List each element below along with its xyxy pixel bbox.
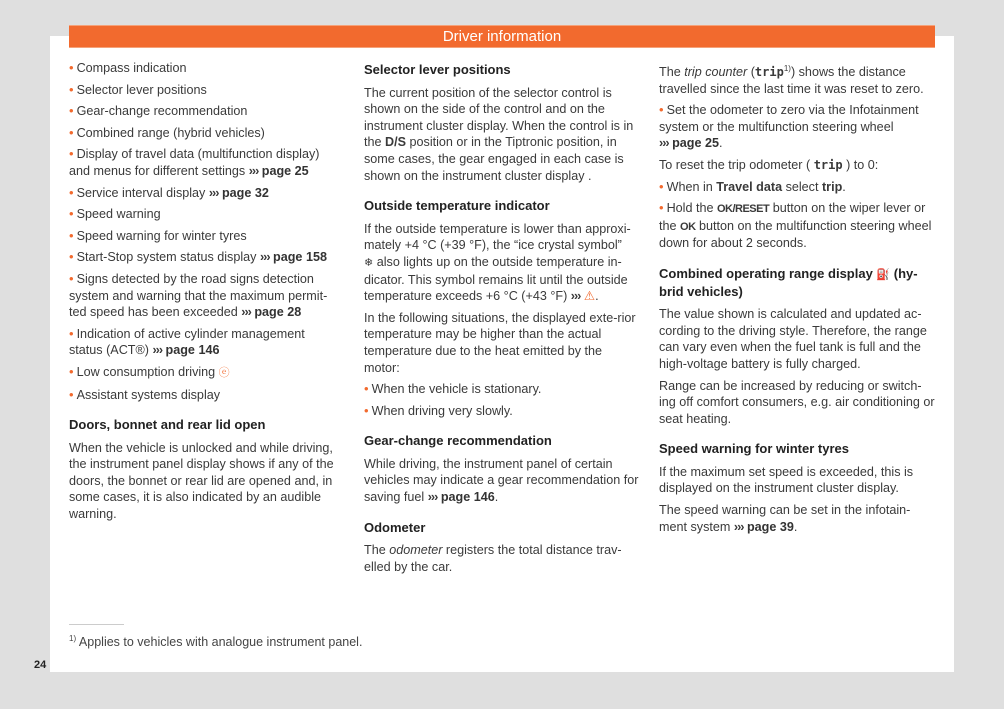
column-2 (364, 60, 639, 580)
winter-text-1: If the maximum set speed is exceeded, this is displayed on the instrument cluster display. (659, 464, 914, 496)
list-item: • Display of travel data (multifunction display) and menus for different settings ››› page 25 (69, 146, 341, 179)
heading-doors: Doors, bonnet and rear lid open (69, 417, 266, 433)
link-arrows[interactable]: ››› (570, 289, 581, 304)
list-item: • Compass indication (69, 60, 341, 77)
range-text-2: Range can be increased by reducing or switch-ing off comfort consumers, e.g. air conditioning or seat heating. (659, 378, 935, 426)
link-arrows: ››› (259, 250, 270, 265)
list-item: • Selector lever positions (69, 82, 341, 99)
feature-list (69, 60, 341, 403)
list-item: • Indication of active cylinder management status (ACT®) ››› page 146 (69, 326, 341, 359)
temperature-note: In the following situations, the displayed exte-rior temperature may be higher than the actual temperature due to the heat emitted by the motor: (364, 310, 636, 375)
page-ref-link[interactable]: page 32 (221, 185, 269, 200)
link-arrows: ››› (152, 343, 163, 358)
section-title: Driver information (442, 28, 562, 45)
list-item: • Signs detected by the road signs detection system and warning that the maximum permit-ted speed has been exceeded ››› page 28 (69, 271, 341, 321)
trip-text: The trip counter (trip$^{1)}$) shows the distance travelled since the last time it was reset to zero. (659, 63, 924, 96)
list-item: • Speed warning for winter tyres (69, 228, 341, 245)
list-item: • When driving very slowly. (364, 403, 639, 420)
gear-text: While driving, the instrument panel of certain vehicles may indicate a gear recommendation for saving fuel ››› page 146. (364, 456, 639, 505)
heading-temperature: Outside temperature indicator (364, 198, 550, 214)
ice-crystal-icon: ❄ (364, 256, 374, 269)
heading-gear-change: Gear-change recommendation (364, 433, 552, 449)
footnote-divider (69, 624, 124, 625)
list-item: • When in Travel data select trip. (659, 179, 936, 196)
link-arrows: ››› (248, 163, 259, 178)
list-item: • Combined range (hybrid vehicles) (69, 125, 341, 142)
heading-selector: Selector lever positions (364, 62, 511, 77)
page-ref-link[interactable]: page 25 (261, 163, 309, 178)
page-ref-link[interactable]: page 158 (273, 250, 327, 265)
list-item: • When the vehicle is stationary. (364, 381, 639, 398)
list-item: • Gear-change recommendation (69, 103, 341, 120)
page-ref-link[interactable]: page 39 (746, 519, 794, 534)
fuel-battery-icon: ⛽ (876, 268, 891, 281)
temperature-text: If the outside temperature is lower than approxi-mately +4 °C (+39 °F), the “ice crystal symbol” ❄ also lights up on the outside temperature in-dicator. This symbol remains lit until the outside temperature exceeds +6 °C (+43 °F) ››› ⚠. (364, 221, 631, 304)
page-ref-link[interactable]: page 28 (254, 305, 302, 320)
page-ref-link[interactable]: page 146 (440, 490, 495, 505)
page-number: 24 (34, 659, 47, 671)
column-1 (69, 60, 341, 528)
eco-icon: ⓔ (218, 366, 230, 379)
ok-reset-button-label: OK/RESET (716, 203, 770, 216)
selector-text: The current position of the selector control is shown on the side of the control and on the instrument cluster display. When the control is in the D/S position or in the Tiptronic position, in some cases, the gear engaged in each case is shown on the instrument cluster display . (364, 85, 634, 183)
page-ref-link[interactable]: page 25 (672, 136, 719, 151)
list-item: • Speed warning (69, 206, 341, 223)
column-3 (659, 60, 936, 540)
list-item: • Set the odometer to zero via the Infotainment system or the multifunction steering wheel ››› page 25. (659, 102, 936, 152)
heading-odometer: Odometer (364, 519, 426, 535)
section-header (69, 25, 935, 48)
list-item: • Start-Stop system status display ››› page 158 (69, 249, 341, 266)
list-item: • Low consumption driving ⓔ (69, 364, 341, 382)
heading-combined-range: Combined operating range display ⛽ (hy-brid vehicles) (659, 265, 918, 299)
link-arrows: ››› (241, 305, 251, 320)
winter-text-2: The speed warning can be set in the infotain-ment system ››› page 39. (659, 503, 911, 534)
footnote: $^{1)}$ Applies to vehicles with analogue instrument panel. (69, 633, 363, 649)
page-ref-link[interactable]: page 146 (165, 343, 220, 358)
list-item: • Hold the OK/RESET button on the wiper lever or the OK button on the multifunction steering wheel down for about 2 seconds. (659, 200, 936, 252)
list-item: • Assistant systems display (69, 387, 341, 404)
heading-winter-tyres: Speed warning for winter tyres (659, 441, 849, 457)
odometer-text: The odometer registers the total distance trav-elled by the car. (364, 543, 622, 574)
reset-text: To reset the trip odometer ( trip ) to 0: (659, 157, 879, 172)
link-arrows: ››› (208, 185, 219, 200)
ok-button-label: OK (680, 220, 696, 233)
range-text-1: The value shown is calculated and updated ac-cording to the driving style. Therefore, the range can vary even when the fuel tank is full and the high-voltage battery is fully charged. (659, 307, 927, 371)
list-item: • Service interval display ››› page 32 (69, 185, 341, 202)
doors-text: When the vehicle is unlocked and while driving, the instrument panel display shows if any of the doors, the bonnet or rear lid are opened and, in some cases, it is also indicated by an audible warning. (69, 440, 334, 522)
warning-icon[interactable]: ⚠ (583, 289, 596, 304)
